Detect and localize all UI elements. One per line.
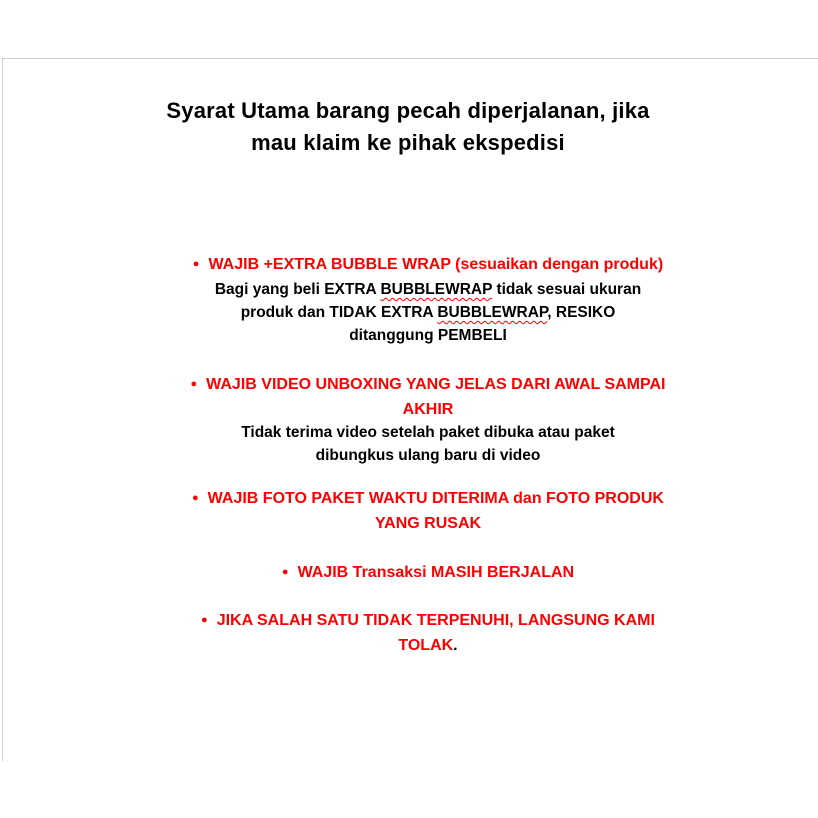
bullet-icon: ● — [192, 258, 200, 270]
spellcheck-word: BUBBLEWRAP — [437, 304, 548, 321]
requirement-heading: WAJIB Transaksi MASIH BERJALAN — [297, 564, 575, 581]
requirement-unboxing-video — [110, 373, 746, 467]
requirement-heading-cont: YANG RUSAK — [374, 515, 482, 532]
note-text: produk dan TIDAK EXTRA — [240, 304, 438, 321]
bullet-icon: ● — [281, 566, 289, 578]
note-text: tidak sesuai ukuran — [492, 281, 642, 298]
bullet-icon: ● — [201, 614, 208, 626]
requirement-heading-cont: AKHIR — [402, 401, 454, 418]
requirement-photo — [110, 487, 746, 535]
requirement-note-line — [130, 301, 726, 324]
requirement-note-line: ditanggung PEMBELI — [349, 327, 507, 344]
requirement-bubble-wrap — [130, 253, 726, 347]
note-text: Bagi yang beli EXTRA — [214, 281, 381, 298]
requirement-heading: WAJIB FOTO PAKET WAKTU DITERIMA dan FOTO PRODUK — [207, 490, 664, 507]
requirement-heading: WAJIB VIDEO UNBOXING YANG JELAS DARI AWAL SAMPAI — [206, 376, 666, 393]
document-title — [40, 95, 776, 159]
bullet-icon: ● — [190, 378, 198, 390]
requirement-heading: JIKA SALAH SATU TIDAK TERPENUHI, LANGSUNG KAMI — [216, 612, 655, 629]
requirement-transaction — [130, 561, 726, 586]
requirement-heading-cont — [110, 634, 746, 657]
requirement-note-line: Tidak terima video setelah paket dibuka atau paket — [241, 424, 615, 441]
spellcheck-word: BUBBLEWRAP — [380, 281, 493, 298]
title-line-1: Syarat Utama barang pecah diperjalanan, jika — [166, 98, 650, 123]
requirement-note-line: dibungkus ulang baru di video — [315, 447, 541, 464]
note-text: , RESIKO — [547, 304, 616, 321]
requirement-heading: WAJIB +EXTRA BUBBLE WRAP (sesuaikan dengan produk) — [208, 256, 664, 273]
requirement-rejection — [110, 609, 746, 657]
title-line-2: mau klaim ke pihak ekspedisi — [251, 130, 565, 155]
period-mark: . — [453, 637, 458, 654]
rejection-word: TOLAK — [398, 637, 454, 654]
requirement-note-line — [130, 278, 726, 301]
bullet-icon: ● — [192, 492, 199, 504]
